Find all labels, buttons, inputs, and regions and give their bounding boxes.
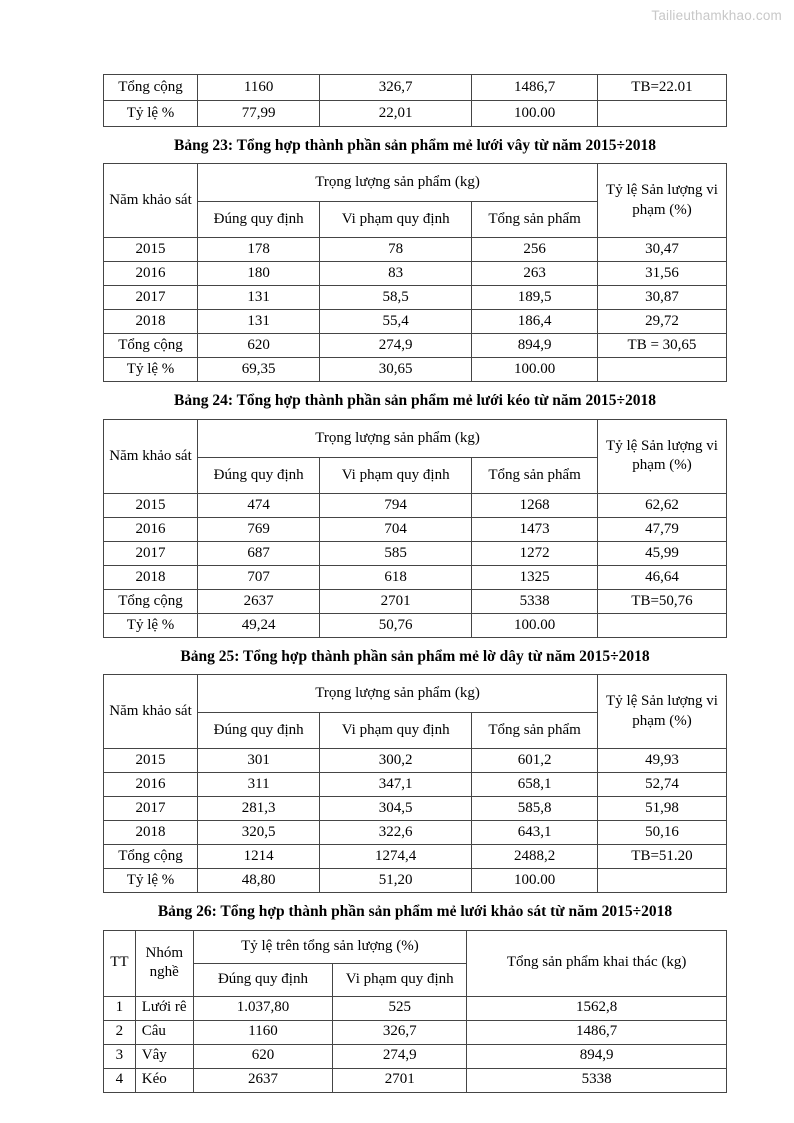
table-cell: 180: [198, 262, 320, 286]
table-cell: 1160: [193, 1020, 333, 1044]
table-cell: 30,47: [598, 238, 727, 262]
table-row: [104, 517, 727, 541]
header-violation-rate: Tỷ lệ Sản lượng vi phạm (%): [598, 164, 727, 238]
table-cell: Tổng cộng: [104, 589, 198, 613]
table-row: [104, 238, 727, 262]
table-26-header: [104, 930, 727, 996]
table-cell: Lưới rê: [135, 996, 193, 1020]
table-cell: 643,1: [472, 821, 598, 845]
table-cell: 49,24: [198, 613, 320, 637]
table-cell: [598, 613, 727, 637]
table-cell: 326,7: [333, 1020, 467, 1044]
table-cell: 189,5: [472, 286, 598, 310]
table-cell: TB=22.01: [598, 75, 727, 101]
table-cell: 22,01: [320, 101, 472, 127]
table-cell: 2015: [104, 493, 198, 517]
table-cell: 31,56: [598, 262, 727, 286]
table-24-title: Bảng 24: Tổng hợp thành phần sản phẩm mẻ lưới kéo từ năm 2015÷2018: [174, 392, 656, 410]
table-cell: 30,87: [598, 286, 727, 310]
header-violating: Vi phạm quy định: [320, 202, 472, 238]
table-cell: 256: [472, 238, 598, 262]
header-gear-group: Nhóm nghề: [135, 930, 193, 996]
table-row: [104, 869, 727, 893]
table-cell: 178: [198, 238, 320, 262]
table-cell: 2017: [104, 541, 198, 565]
table-cell: 769: [198, 517, 320, 541]
table-cell: [598, 358, 727, 382]
table-cell: 50,76: [320, 613, 472, 637]
table-cell: Tỷ lệ %: [104, 869, 198, 893]
table-cell: 2016: [104, 773, 198, 797]
table-cell: 100.00: [472, 358, 598, 382]
table-cell: 2488,2: [472, 845, 598, 869]
table-cell: 48,80: [198, 869, 320, 893]
table-cell: 1214: [198, 845, 320, 869]
table-cell: 1: [104, 996, 136, 1020]
table-cell: TB=50,76: [598, 589, 727, 613]
table-cell: Tỷ lệ %: [104, 358, 198, 382]
table-row: [104, 310, 727, 334]
table-cell: 2015: [104, 749, 198, 773]
header-violating: Vi phạm quy định: [320, 457, 472, 493]
table-cell: 281,3: [198, 797, 320, 821]
header-compliant: Đúng quy định: [198, 713, 320, 749]
table-cell: TB = 30,65: [598, 334, 727, 358]
table-cell: Tổng cộng: [104, 334, 198, 358]
table-cell: 2018: [104, 310, 198, 334]
header-weight-group: Trọng lượng sản phẩm (kg): [198, 675, 598, 713]
table-cell: 5338: [472, 589, 598, 613]
table-cell: 274,9: [333, 1044, 467, 1068]
table-cell: 894,9: [472, 334, 598, 358]
table-cell: Kéo: [135, 1068, 193, 1092]
table-row: [104, 749, 727, 773]
table-cell: 300,2: [320, 749, 472, 773]
table-cell: 1.037,80: [193, 996, 333, 1020]
table-row: [104, 1044, 727, 1068]
table-cell: 51,20: [320, 869, 472, 893]
table-cell: 525: [333, 996, 467, 1020]
header-weight-group: Trọng lượng sản phẩm (kg): [198, 419, 598, 457]
header-year-col: Năm khảo sát: [104, 419, 198, 493]
table-cell: 601,2: [472, 749, 598, 773]
table-cell: 3: [104, 1044, 136, 1068]
header-total-product: Tổng sản phẩm: [472, 713, 598, 749]
header-weight-group: Trọng lượng sản phẩm (kg): [198, 164, 598, 202]
table-cell: [598, 101, 727, 127]
table-row: [104, 358, 727, 382]
table-cell: 263: [472, 262, 598, 286]
table-24-header: [104, 419, 727, 493]
table-row: [104, 996, 727, 1020]
table-25-header: [104, 675, 727, 749]
table-cell: 322,6: [320, 821, 472, 845]
table-25-title: Bảng 25: Tổng hợp thành phần sản phẩm mẻ lờ dây từ năm 2015÷2018: [180, 647, 650, 665]
header-violation-rate: Tỷ lệ Sản lượng vi phạm (%): [598, 419, 727, 493]
table-bang-25: [103, 674, 727, 893]
table-cell: 51,98: [598, 797, 727, 821]
table-cell: 687: [198, 541, 320, 565]
table-row: [104, 75, 727, 101]
table-cell: [598, 869, 727, 893]
table-23-header: [104, 164, 727, 238]
page-content: [103, 74, 727, 1093]
table-cell: 2018: [104, 565, 198, 589]
table-cell: Câu: [135, 1020, 193, 1044]
table-cell: 45,99: [598, 541, 727, 565]
table-cell: 347,1: [320, 773, 472, 797]
table-row: [104, 845, 727, 869]
table-cell: 47,79: [598, 517, 727, 541]
table-cell: 58,5: [320, 286, 472, 310]
header-compliant: Đúng quy định: [198, 457, 320, 493]
table-row: [104, 1020, 727, 1044]
table-cell: 1274,4: [320, 845, 472, 869]
table-cell: 100.00: [472, 101, 598, 127]
table-row: [104, 613, 727, 637]
table-cell: Tổng cộng: [104, 75, 198, 101]
table-cell: TB=51.20: [598, 845, 727, 869]
table-cell: 1486,7: [467, 1020, 727, 1044]
table-cell: 618: [320, 565, 472, 589]
table-cell: 585: [320, 541, 472, 565]
continuation-table: [103, 74, 727, 127]
table-cell: 1272: [472, 541, 598, 565]
table-cell: 2701: [333, 1068, 467, 1092]
table-bang-23: [103, 163, 727, 382]
header-compliant: Đúng quy định: [193, 963, 333, 996]
table-cell: 78: [320, 238, 472, 262]
table-cell: 2015: [104, 238, 198, 262]
table-cell: 707: [198, 565, 320, 589]
table-cell: 658,1: [472, 773, 598, 797]
table-cell: 2016: [104, 517, 198, 541]
table-bang-26: [103, 930, 727, 1093]
table-cell: 49,93: [598, 749, 727, 773]
table-row: [104, 797, 727, 821]
table-row: [104, 773, 727, 797]
header-tt: TT: [104, 930, 136, 996]
table-23-title: Bảng 23: Tổng hợp thành phần sản phẩm mẻ lưới vây từ năm 2015÷2018: [174, 137, 656, 154]
table-cell: 311: [198, 773, 320, 797]
table-cell: 131: [198, 286, 320, 310]
table-cell: 4: [104, 1068, 136, 1092]
table-cell: 100.00: [472, 869, 598, 893]
table-cell: 620: [198, 334, 320, 358]
table-cell: 1325: [472, 565, 598, 589]
header-violating: Vi phạm quy định: [320, 713, 472, 749]
header-violation-rate: Tỷ lệ Sản lượng vi phạm (%): [598, 675, 727, 749]
table-row: [104, 565, 727, 589]
table-cell: 100.00: [472, 613, 598, 637]
table-cell: 2637: [198, 589, 320, 613]
table-cell: Tổng cộng: [104, 845, 198, 869]
table-cell: 131: [198, 310, 320, 334]
table-cell: 2017: [104, 286, 198, 310]
table-cell: 1473: [472, 517, 598, 541]
table-cell: 274,9: [320, 334, 472, 358]
table-cell: 29,72: [598, 310, 727, 334]
header-year-col: Năm khảo sát: [104, 675, 198, 749]
table-cell: 304,5: [320, 797, 472, 821]
header-compliant: Đúng quy định: [198, 202, 320, 238]
table-cell: 50,16: [598, 821, 727, 845]
table-cell: 794: [320, 493, 472, 517]
table-row: [104, 101, 727, 127]
table-cell: 326,7: [320, 75, 472, 101]
table-row: [104, 286, 727, 310]
site-watermark: Tailieuthamkhao.com: [651, 8, 782, 23]
table-26-title: Bảng 26: Tổng hợp thành phần sản phẩm mẻ lưới khảo sát từ năm 2015÷2018: [157, 903, 673, 921]
header-total-product: Tổng sản phẩm: [472, 202, 598, 238]
table-cell: 62,62: [598, 493, 727, 517]
table-cell: 77,99: [198, 101, 320, 127]
table-cell: 1486,7: [472, 75, 598, 101]
table-bang-24: [103, 419, 727, 638]
table-row: [104, 334, 727, 358]
table-cell: 2018: [104, 821, 198, 845]
table-cell: 474: [198, 493, 320, 517]
table-cell: 894,9: [467, 1044, 727, 1068]
table-cell: 52,74: [598, 773, 727, 797]
header-violating: Vi phạm quy định: [333, 963, 467, 996]
header-ratio-group: Tỷ lệ trên tổng sản lượng (%): [193, 930, 466, 963]
table-cell: 2: [104, 1020, 136, 1044]
table-row: [104, 589, 727, 613]
table-cell: 55,4: [320, 310, 472, 334]
table-cell: 69,35: [198, 358, 320, 382]
table-cell: 2637: [193, 1068, 333, 1092]
table-cell: 83: [320, 262, 472, 286]
table-cell: 301: [198, 749, 320, 773]
table-cell: 46,64: [598, 565, 727, 589]
header-year-col: Năm khảo sát: [104, 164, 198, 238]
table-cell: 30,65: [320, 358, 472, 382]
table-row: [104, 1068, 727, 1092]
table-row: [104, 262, 727, 286]
header-total-product: Tổng sản phẩm: [472, 457, 598, 493]
table-cell: 704: [320, 517, 472, 541]
table-cell: 186,4: [472, 310, 598, 334]
table-cell: 320,5: [198, 821, 320, 845]
table-cell: 2701: [320, 589, 472, 613]
table-row: [104, 821, 727, 845]
table-cell: Tỷ lệ %: [104, 613, 198, 637]
table-cell: 1268: [472, 493, 598, 517]
table-cell: 2017: [104, 797, 198, 821]
table-row: [104, 493, 727, 517]
table-cell: 1562,8: [467, 996, 727, 1020]
table-cell: Vây: [135, 1044, 193, 1068]
table-row: [104, 541, 727, 565]
table-cell: 2016: [104, 262, 198, 286]
table-cell: 620: [193, 1044, 333, 1068]
table-cell: 585,8: [472, 797, 598, 821]
table-cell: 1160: [198, 75, 320, 101]
table-cell: 5338: [467, 1068, 727, 1092]
table-cell: Tỷ lệ %: [104, 101, 198, 127]
header-total-catch: Tổng sản phẩm khai thác (kg): [467, 930, 727, 996]
